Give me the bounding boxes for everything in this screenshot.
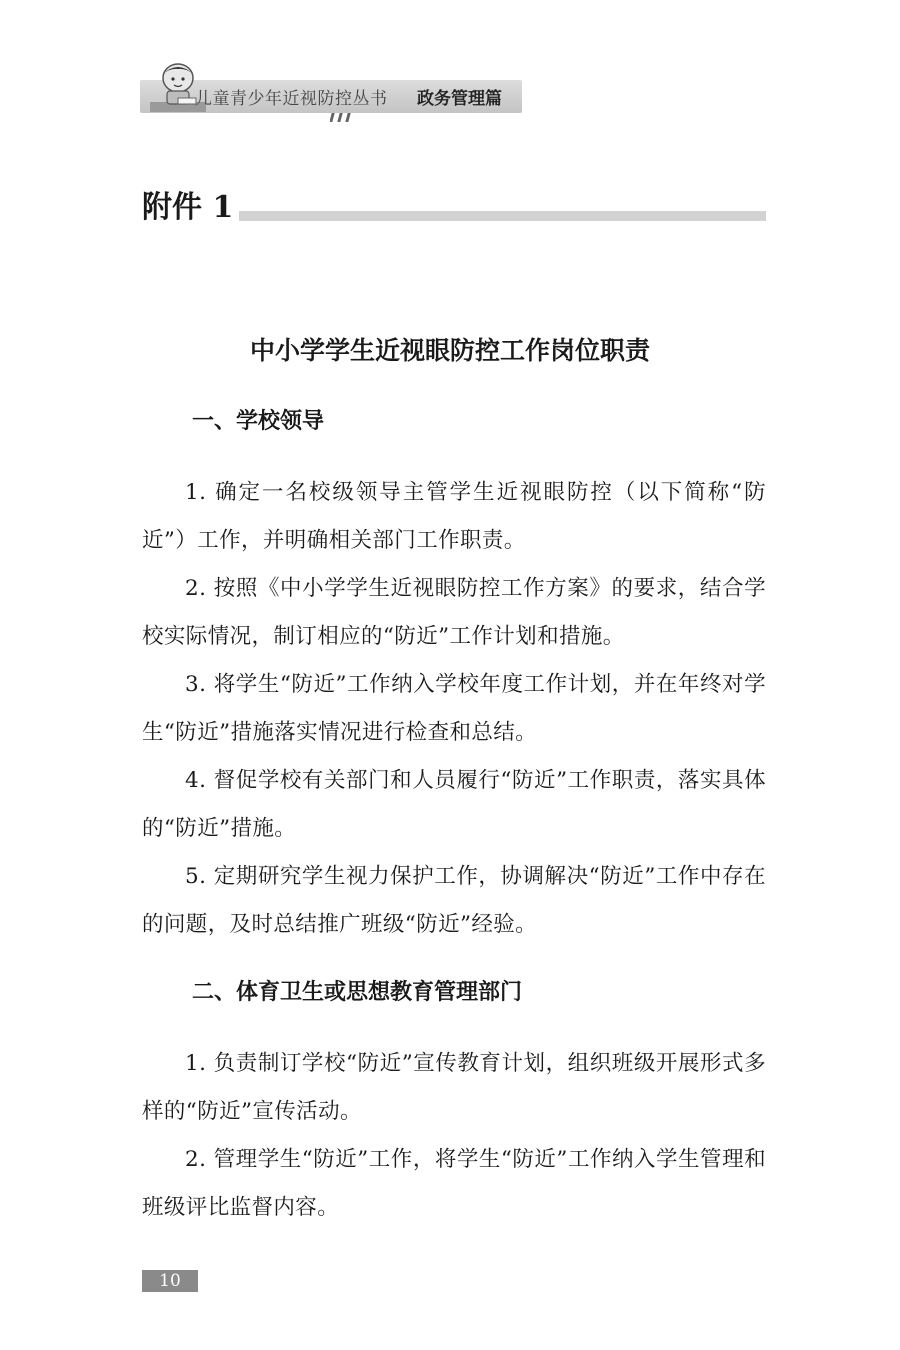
annex-title: 附件 1 — [142, 190, 239, 226]
paragraph: 2. 按照《中小学学生近视眼防控工作方案》的要求，结合学校实际情况，制订相应的“防近”工作计划和措施。 — [142, 576, 766, 649]
series-title: 儿童青少年近视防控丛书 — [195, 89, 388, 109]
volume-title: 政务管理篇 — [417, 89, 502, 109]
page-number: 10 — [142, 1270, 198, 1292]
document-title: 中小学学生近视眼防控工作岗位职责 — [249, 336, 650, 365]
running-header — [140, 58, 530, 120]
section-heading-school-leaders: 一、学校领导 — [192, 408, 325, 434]
annex-heading — [142, 190, 766, 230]
header-tick-marks — [330, 112, 360, 122]
paragraph: 3. 将学生“防近”工作纳入学校年度工作计划，并在年终对学生“防近”措施落实情况进行检查和总结。 — [142, 672, 766, 745]
paragraph: 5. 定期研究学生视力保护工作，协调解决“防近”工作中存在的问题，及时总结推广班级“防近”经验。 — [142, 864, 766, 937]
paragraph: 2. 管理学生“防近”工作，将学生“防近”工作纳入学生管理和班级评比监督内容。 — [142, 1147, 766, 1220]
section-heading-pe-health-dept: 二、体育卫生或思想教育管理部门 — [192, 979, 523, 1005]
paragraph: 1. 负责制订学校“防近”宣传教育计划，组织班级开展形式多样的“防近”宣传活动。 — [142, 1051, 766, 1124]
paragraph: 4. 督促学校有关部门和人员履行“防近”工作职责，落实具体的“防近”措施。 — [142, 768, 766, 841]
paragraph: 1. 确定一名校级领导主管学生近视眼防控（以下简称“防近”）工作，并明确相关部门工作职责。 — [142, 480, 766, 553]
